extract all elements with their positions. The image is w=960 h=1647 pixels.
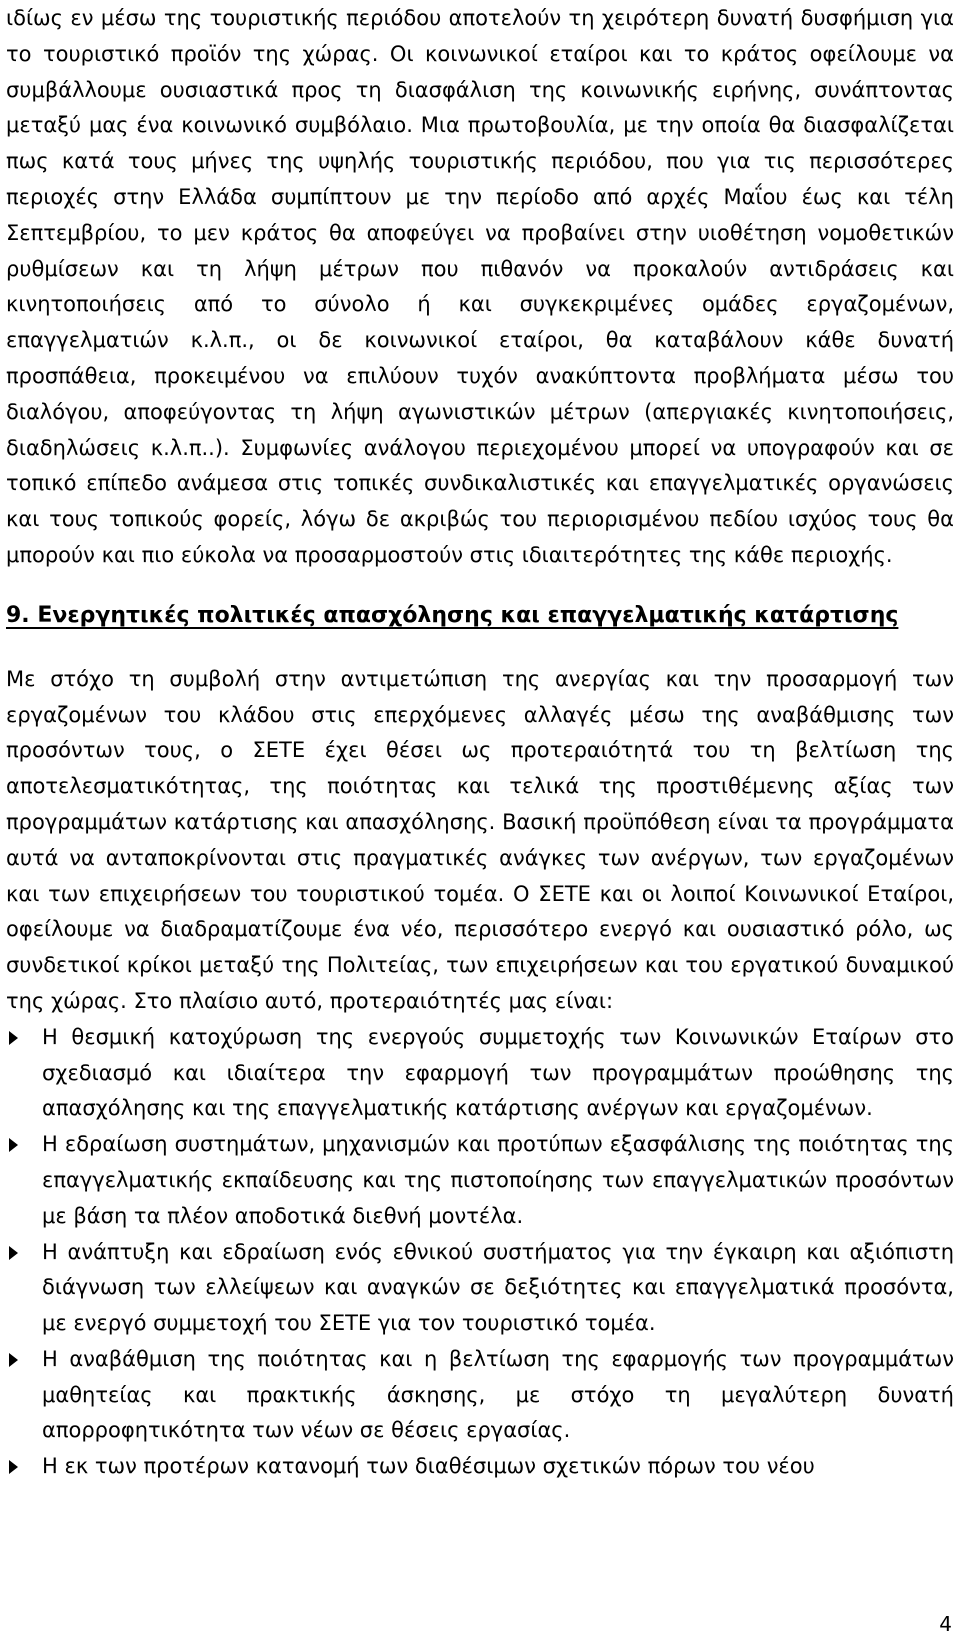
list-item [6, 1020, 954, 1127]
paragraph: Με στόχο τη συμβολή στην αντιμετώπιση της ανεργίας και την προσαρμογή των εργαζομένων του κλάδου στις επερχόμενες αλλαγές μέσω της αναβάθμισης των προσόντων τους, ο ΣΕΤΕ έχει θέσει ως προτεραιότητά του τη βελτίωση της αποτελεσματικότητας, της ποιότητας και τελικά της προστιθέμενης αξίας των προγραμμάτων κατάρτισης και απασχόλησης. Βασική προϋπόθεση είναι τα προγράμματα αυτά να ανταποκρίνονται στις πραγματικές ανάγκες των ανέργων, των εργαζομένων και των επιχειρήσεων του τουριστικού τομέα. Ο ΣΕΤΕ και οι λοιποί Κοινωνικοί Εταίροι, οφείλουμε να διαδραματίζουμε ένα νέο, περισσότερο ενεργό και ουσιαστικό ρόλο, ως συνδετικοί κρίκοι μεταξύ της Πολιτείας, των επιχειρήσεων και του εργατικού δυναμικού της χώρας. Στο πλαίσιο αυτό, προτεραιότητές μας είναι: [6, 666, 954, 1013]
priority-list [6, 1020, 954, 1485]
list-item-text: Η ανάπτυξη και εδραίωση ενός εθνικού συστήματος για την έγκαιρη και αξιόπιστη διάγνωση των ελλείψεων και αναγκών σε δεξιότητες και επαγγελματικά προσόντα, με ενεργό συμμετοχή του ΣΕΤΕ για τον τουριστικό τομέα. [42, 1239, 954, 1336]
list-item-text: Η εδραίωση συστημάτων, μηχανισμών και προτύπων εξασφάλισης της ποιότητας της επαγγελματικής εκπαίδευσης και της πιστοποίησης των επαγγελματικών προσόντων με βάση τα πλέον αποδοτικά διεθνή μοντέλα. [42, 1132, 954, 1228]
paragraph: ιδίως εν μέσω της τουριστικής περιόδου αποτελούν τη χειρότερη δυνατή δυσφήμιση για το τουριστικό προϊόν της χώρας. Οι κοινωνικοί εταίροι και το κράτος οφείλουμε να συμβάλλουμε ουσιαστικά προς τη διασφάλιση της κοινωνικής ειρήνης, συνάπτοντας μεταξύ μας ένα κοινωνικό συμβόλαιο. Μια πρωτοβουλία, με την οποία θα διασφαλίζεται πως κατά τους μήνες της υψηλής τουριστικής περιόδου, που για τις περισσότερες περιοχές στην Ελλάδα συμπίπτουν με την περίοδο από αρχές Μαΐου έως και τέλη Σεπτεμβρίου, το μεν κράτος θα αποφεύγει να προβαίνει στην υιοθέτηση νομοθετικών ρυθμίσεων και τη λήψη μέτρων που πιθανόν να προκαλούν αντιδράσεις και κινητοποιήσεις από το σύνολο ή και συγκεκριμένες ομάδες εργαζομένων, επαγγελματιών κ.λ.π., οι δε κοινωνικοί εταίροι, θα καταβάλουν κάθε δυνατή προσπάθεια, προκειμένου να επιλύουν τυχόν ανακύπτοντα προβλήματα μέσω του διαλόγου, αποφεύγοντας τη λήψη αγωνιστικών μέτρων (απεργιακές κινητοποιήσεις, διαδηλώσεις κ.λ.π..). Συμφωνίες ανάλογου περιεχομένου μπορεί να υπογραφούν και σε τοπικό επίπεδο ανάμεσα στις τοπικές συνδικαλιστικές και επαγγελματικές οργανώσεις και τους τοπικούς φορείς, λόγω δε ακριβώς του περιορισμένου πεδίου ισχύος τους θα μπορούν και πιο εύκολα να προσαρμοστούν στις ιδιαιτερότητες της κάθε περιοχής. [6, 6, 954, 567]
triangle-right-icon [9, 1353, 18, 1367]
triangle-right-icon [9, 1031, 18, 1045]
list-item [6, 1235, 954, 1342]
list-item [6, 1342, 954, 1449]
list-item-text: Η θεσμική κατοχύρωση της ενεργούς συμμετοχής των Κοινωνικών Εταίρων στο σχεδιασμό και ιδιαίτερα την εφαρμογή των προγραμμάτων προώθησης της απασχόλησης και της επαγγελματικής κατάρτισης ανέργων και εργαζομένων. [42, 1024, 954, 1121]
list-item-text: Η εκ των προτέρων κατανομή των διαθέσιμων σχετικών πόρων του νέου [42, 1454, 815, 1479]
list-item-text: Η αναβάθμιση της ποιότητας και η βελτίωση της εφαρμογής των προγραμμάτων μαθητείας και πρακτικής άσκησης, με στόχο τη μεγαλύτερη δυνατή απορροφητικότητα των νέων σε θέσεις εργασίας. [42, 1346, 954, 1443]
triangle-right-icon [9, 1460, 18, 1474]
list-item [6, 1127, 954, 1234]
triangle-right-icon [9, 1138, 18, 1152]
section-heading: 9. Ενεργητικές πολιτικές απασχόλησης και επαγγελματικής κατάρτισης [6, 602, 899, 628]
page-number: 4 [939, 1612, 952, 1636]
list-item [6, 1449, 954, 1485]
triangle-right-icon [9, 1246, 18, 1260]
document-page [6, 0, 954, 1485]
